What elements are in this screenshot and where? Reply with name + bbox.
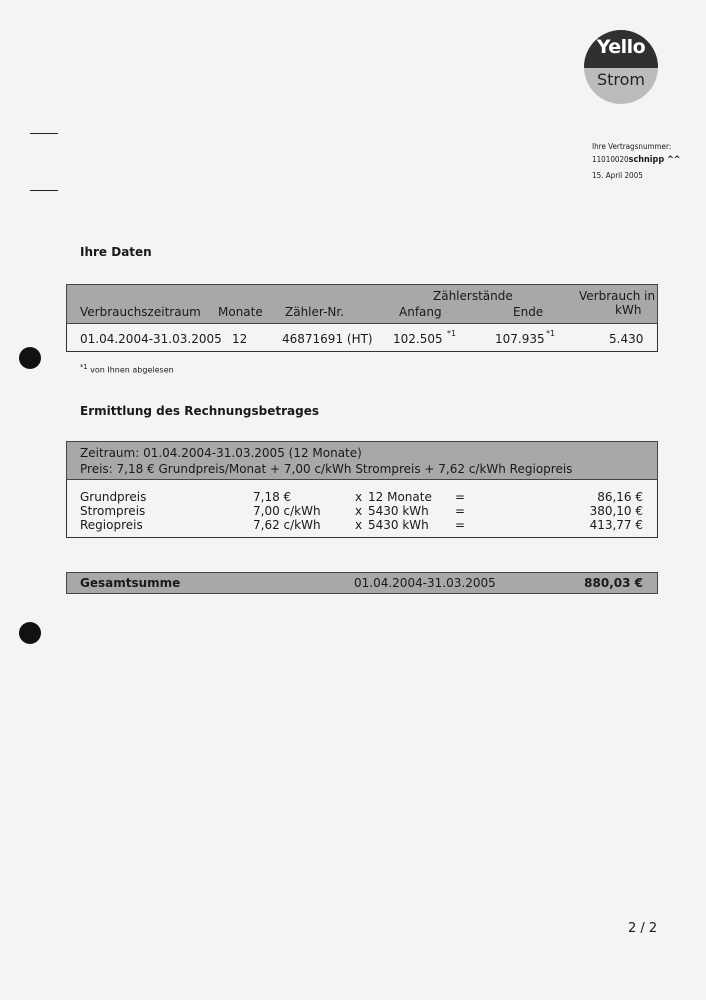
row-quantity: 12 Monate — [368, 490, 432, 504]
row-equals: = — [455, 504, 466, 518]
row-times: x — [355, 518, 363, 532]
row-quantity: 5430 kWh — [368, 518, 429, 532]
section-title-rechnungsbetrag: Ermittlung des Rechnungsbetrages — [80, 404, 319, 418]
row-price: 7,62 c/kWh — [253, 518, 321, 532]
contract-info — [592, 140, 681, 182]
cell-end-footnote-mark: *1 — [546, 329, 556, 338]
row-price: 7,18 € — [253, 490, 292, 504]
section-title-ihre-daten: Ihre Daten — [80, 245, 152, 259]
row-times: x — [355, 490, 363, 504]
footnote-text: von Ihnen abgelesen — [90, 365, 174, 375]
punch-hole — [19, 347, 41, 369]
punch-hole — [19, 622, 41, 644]
calc-rows — [67, 490, 657, 535]
meter-reading-table — [66, 284, 658, 352]
row-amount: 413,77 € — [589, 518, 643, 532]
contract-name: schnipp ^^ — [628, 155, 681, 165]
table-row — [67, 329, 657, 349]
fold-mark — [30, 190, 58, 191]
total-amount: 880,03 € — [584, 576, 643, 590]
total-label: Gesamtsumme — [80, 576, 181, 590]
col-meter: Zähler-Nr. — [285, 305, 345, 319]
col-end: Ende — [513, 305, 544, 319]
calculation-table — [66, 441, 658, 538]
cell-start-footnote-mark: *1 — [447, 329, 457, 338]
row-label: Grundpreis — [80, 490, 147, 504]
cell-start: 102.505 — [393, 332, 443, 346]
col-consumption: Verbrauch in — [579, 289, 656, 303]
total-period: 01.04.2004-31.03.2005 — [354, 576, 496, 590]
letter-date: 15. April 2005 — [592, 171, 643, 180]
page-number: 2 / 2 — [628, 921, 658, 936]
cell-consumption: 5.430 — [609, 332, 644, 346]
row-label: Strompreis — [80, 504, 146, 518]
cell-period: 01.04.2004-31.03.2005 — [80, 332, 222, 346]
col-start: Anfang — [399, 305, 442, 319]
fold-mark — [30, 133, 58, 134]
yello-strom-logo — [584, 30, 658, 104]
total-bar — [66, 572, 658, 594]
logo-text-bottom: Strom — [596, 70, 646, 89]
row-equals: = — [455, 490, 466, 504]
row-equals: = — [455, 518, 466, 532]
meter-reading-table-header — [66, 284, 658, 324]
row-quantity: 5430 kWh — [368, 504, 429, 518]
calculation-table-header — [66, 441, 658, 480]
logo-text-top: Yello — [596, 36, 646, 58]
footnote-mark: *1 — [80, 363, 88, 371]
contract-label: Ihre Vertragsnummer: — [592, 142, 672, 151]
row-price: 7,00 c/kWh — [253, 504, 321, 518]
col-readings: Zählerstände — [433, 289, 513, 303]
cell-end: 107.935 — [495, 332, 545, 346]
cell-months: 12 — [232, 332, 248, 346]
footnote — [80, 363, 174, 375]
col-period: Verbrauchszeitraum — [80, 305, 201, 319]
col-consumption-unit: kWh — [615, 303, 642, 317]
row-times: x — [355, 504, 363, 518]
calc-period-line: Zeitraum: 01.04.2004-31.03.2005 (12 Monate) — [80, 446, 362, 460]
row-amount: 380,10 € — [589, 504, 643, 518]
cell-meter: 46871691 (HT) — [282, 332, 373, 346]
contract-number: 11010020 — [592, 155, 629, 164]
row-label: Regiopreis — [80, 518, 143, 532]
row-amount: 86,16 € — [597, 490, 643, 504]
calc-price-line: Preis: 7,18 € Grundpreis/Monat + 7,00 c/kWh Strompreis + 7,62 c/kWh Regiopreis — [80, 462, 573, 476]
col-months: Monate — [218, 305, 263, 319]
